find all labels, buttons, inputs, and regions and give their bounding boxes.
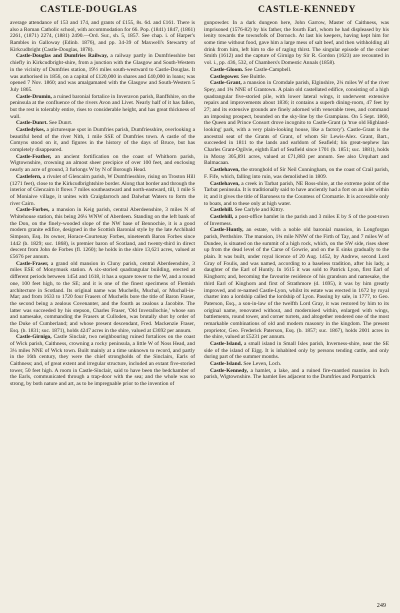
gazetteer-entry [10,120,195,127]
entry-text: See Castle-Campbell. [244,66,292,73]
entry-text: a grand old mansion in Cluny parish, central Aberdeenshire, 3 miles ESE of Monymusk station. A six-storied quadrangular building, erected at different periods between 1454 and 1618, it has a square tower to the W, and a round one, 100 feet high, to the SE; and it is one of the finest specimens of Flemish architecture in Scotland. Its original name was Muchells, Muchal, or Muchall-in-Mar; and from 1633 to 1720 four Frasers of Muchells bore the title of Baron Fraser, the second being a zealous Covenanter, and the fourth as zealous a Jacobite. The latter was succeeded by his stepson, Charles Fraser, 'Old Inverallochie,' whose son and namesake, commanding the Frasers at Culloden, was brutally shot by order of the Duke of Cumberland; and whose present descendant, Fred. Mackenzie Fraser, Esq. (b. 1831; suc. 1871), holds 4247 acres in the shire, valued at £3692 per annum. [10,260,195,334]
entry-headword: Castle-Grant, [210,80,242,87]
entry-text: a picturesque spot in Dumfries parish, Dumfriesshire, overlooking a beautiful bend of the river Nith, 1 mile SSE of Dumfries town. A castle of the Comyns stood on it, and figures in the history of the days of Bruce, but has completely disappeared. [10,127,196,154]
entry-headword: Castle-Drumin, [16,93,52,100]
gazetteer-entry [204,207,389,214]
entry-headword: Castle-Island. [210,361,242,368]
gazetteer-entry [10,334,195,388]
entry-headword: Castle-Kennedy, [210,367,248,374]
entry-text: an estate, with a noble old baronial mansion, in Longforgan parish, Perthshire. The mansion, 1¾ mile NNW of the Firth of Tay, and 7 miles W of Dundee, is situated on the summit of a high rock, which, on the SW side, rises sheer up from the dead level of the Carse of Gowrie, and on the E sinks gradually to the plain. It was built, under royal licence of 20 Aug. 1452, by Andrew, second Lord Gray of Foulis, and was named, according to a baseless tradition, after his lady, a daughter of the Earl of Huntly. In 1615 it was sold to Patrick Lyon, first Earl of Kinghorn; and, becoming the favourite residence of his grandson and namesake, the third Earl of Kinghorn and first of Strathmore (d. 1695), it was by him greatly improved, and re-named Castle-Lyon, whilst its estate was erected in 1672 by royal charter into a lordship called the lordship of Lyon. Passing by sale, in 1777, to Geo. Paterson, Esq., a son-in-law of the twelfth Lord Gray, it was restored by him to its original name, renovated without, and modernised within, enlarged with wings, battlements, round tower, and corner turrets, and altogether rendered one of the most remarkable combinations of old and modern masonry in the kingdom. The present proprietor, Geo. Frederick Paterson, Esq. (b. 1857; suc. 1867), holds 2001 acres in the shire, valued at £5231 per annum. [204,227,389,341]
header-left-title: CASTLE-DOUGLAS [40,4,138,15]
entry-headword: Castlefern, [16,173,42,180]
entry-headword: Castlehill, [210,213,234,220]
entry-text: See Leven, Loch. [243,361,282,368]
entry-text: a creek in Tarbat parish, NE Ross-shire, at the extreme point of the Tarbat peninsula. It is traditionally said to have anciently had a fort on an islet within it; and it gives the title of Baroness to the Countess of Cromartie. It is accessible only to boats, and to these only at high water. [204,180,389,207]
entry-text: a ruined baronial fortalice in Inveravon parish, Banffshire, on the peninsula at the confluence of the rivers Avon and Livet. Nearly half of it has fallen, but the rest is tolerably entire, rises to considerable height, and has great thickness of wall. [10,93,195,120]
entry-headword: Castle-Girnigo, [16,334,52,341]
entry-headword: Castlehill. [210,207,234,214]
entry-text: a mansion in Keig parish, central Aberdeenshire, 3 miles N of Whitehouse station, this being 26¼ WNW of Aberdeen. Standing on the left bank of the Don, on the finely-wooded slope of the NW base of Bennochie, it is a good modern granite edifice, designed in the Scottish Baronial style by the late Archibald Simpson, Esq. Its owner, Horace-Courtenay Forbes, nineteenth Baron Forbes since 1442 (b. 1829; suc. 1868), is premier baron of Scotland, and twenty-third in direct descent from John de Forbes (fl. 1260); he holds in the shire 13,621 acres, valued at £5676 per annum. [10,207,195,261]
gazetteer-entry [204,341,389,361]
entry-text: average attendance of 153 and 174, and grants of £155, 8s. 6d. and £161. There is also a Roman Catholic school, with accommodation for 66. Pop. (1841) 1847, (1861) 2261, (1871) 2274, (1881) 2490.—Ord. Sur., sh. 5, 1857. See chap. i. of Harper's Rambles in Galloway (Edinb. 1876), and pp. 34-39 of Maxwell's Stewartry of Kirkcudbright (Castle-Douglas, 1878). [10,20,195,53]
entry-text: See Buittle. [240,73,266,80]
gazetteer-entry [204,20,389,67]
gazetteer-entry [204,80,389,167]
entry-text: See Carlyle and Kittry. [234,207,285,214]
gazetteer-entry [204,67,389,74]
gazetteer-entry [204,368,389,381]
left-column [10,20,195,388]
entry-headword: Castle-Gloom. [210,66,244,73]
entry-headword: Castle-Huntly, [210,227,244,234]
entry-text: a post-office hamlet in the parish and 3 miles E by S of the post-town of Inverness. [204,213,389,227]
gazetteer-entry [10,94,195,121]
gazetteer-entry [204,214,389,227]
gazetteer-entry [10,127,195,154]
gazetteer-entry [10,154,195,174]
entry-headword: Castledykes, [16,127,45,133]
entry-headword: Castle-Feather, [16,153,52,160]
entry-text: See Dunrt. [49,120,73,127]
entry-headword: Castle-Dunrt. [16,120,48,127]
gazetteer-entry [10,53,195,93]
entry-text: Castle Sinclair, two neighbouring ruined fortalices on the coast of Wick parish, Caithness, crowning a rocky peninsula, a little W of Noss Head, and 3¼ miles NNE of Wick town. Built mainly at a time unknown to record, and partly in the 16th century, they were the chief strongholds of the Sinclairs, Earls of Caithness; and, of great extent and irregular structure, included an extant five-storied tower, 50 feet high. A room in Castle-Sinclair, said to have been the bedchamber of the Earls, communicated through a trap-door with the sea; and the whole was so strong, by both nature and art, as to be impregnable prior to the invention of [10,334,195,388]
entry-text: a mansion in Cromdale parish, Elginshire, 2¼ miles W of the river Spey, and 1¾ NNE of Grantown. A plain old castellated edifice, consisting of a high quadrangular five-storied pile, with lower lateral wings, it underwent extensive repairs and improvements about 1836; it contains a superb dining-room, 47 feet by 27; and its extensive grounds are finely adorned with venerable trees, and command an imposing prospect, bounded on the sky-line by the Grampians. On 5 Sept. 1860, the Queen and Prince Consort drove incognito to Castle-Grant (a 'true old Highland-looking' park, with a very plain-looking house, like a factory'). Castle-Grant is the ancestral seat of the Grants of Grant, of whom Sir Lewis-Alex. Grant, Bart., succeeded in 1811 to the lands and earldom of Seafield; his great-nephew Ian Charles Grant-Ogilvie, eighth Earl of Seafield since 1701 (b. 1851; suc. 1881), holds in Moray 305,891 acres, valued at £71,883 per annum. See also Urquhart and Balmacaan. [204,80,389,167]
entry-headword: Castle-Forbes, [16,207,50,214]
gazetteer-entry [10,261,195,335]
entry-text: a railway partly in Dumfriesshire but chiefly in Kirkcudbright-shire, from a junction with the Glasgow and South-Western in the vicinity of Dumfries station, 19½ miles south-westward to Castle-Douglas. It was authorised in 1856, on a capital of £120,000 in shares and £40,000 in loans; was opened 7 Nov. 1860; and was amalgamated with the Glasgow and South-Western 5 July 1865. [10,53,195,93]
entry-text: an ancient fortification on the coast of Whithorn parish, Wigtownshire, crowning an almost sheer precipice of over 100 feet, and enclosing nearly an acre of ground, 3 furlongs W by N of Borough Head. [10,153,195,174]
text-columns [10,20,390,388]
gazetteer-entry [204,361,389,368]
gazetteer-entry [204,167,389,180]
entry-headword: Castle-Island, [210,341,242,347]
entry-headword: Castlehaven, [210,180,240,187]
header-right-title: CASTLE-KENNEDY [258,4,356,15]
gazetteer-entry [204,181,389,208]
gazetteer-entry [10,174,195,207]
gazetteer-entry [204,227,389,341]
entry-text: a small island in Small Isles parish, Inverness-shire, near the SE side of the island of Eigg. It is inhabited only by persons tending cattle, and only during part of the summer months. [204,341,389,361]
entry-headword: Castlegower. [210,73,240,80]
right-column [204,20,389,388]
entry-headword: Castle-Fraser, [16,260,49,267]
page-number: 249 [376,602,386,609]
entry-text: a rivulet of Glencairn parish, W Dumfriesshire, rising on Troston Hill (1271 feet), close to the Kirkcudbrightshire border. Along that border and through the interior of Glencairn it flows 7 miles southeastward and north-eastward, till, 1 mile S of Moniaive village, it unites with Craigdarroch and Dalwhat Waters to form the river Cairn. [10,173,195,207]
entry-text: gunpowder. In a dark dungeon here, John Garrow, Master of Caithness, was imprisoned (1576-82) by his father, the fourth Earl, whom he had displeased by his lenity towards the townsfolk of Dornoch. At last his keepers, having kept him for some time without food, gave him a large mess of salt beef, and then withholding all drink from him, left him to die of raging thirst. The singular episode of the coiner Smith (1612) and the capture of Girnigo by Sir R. Gordon (1623) are recounted in vol. i., pp. 436, 532, of Chambers's Domestic Annals (1858). [204,20,389,67]
gazetteer-entry [10,20,195,53]
entry-text: the stronghold of Sir Neil Cunningham, on the coast of Crail parish, F. Fife, which, falling into ruin, was demolished in 1809. [204,167,390,180]
gazetteer-entry [10,207,195,261]
entry-headword: Castlehaven, [210,167,240,174]
running-header [10,4,390,18]
entry-text: a hamlet, a lake, and a ruined fire-mantled mansion in Inch parish, Wigtownshire. The hamlet lies adjacent to the Dumfries and Portpatrick [204,367,389,381]
entry-headword: Castle-Douglas and Dumfries Railway, [16,53,109,60]
